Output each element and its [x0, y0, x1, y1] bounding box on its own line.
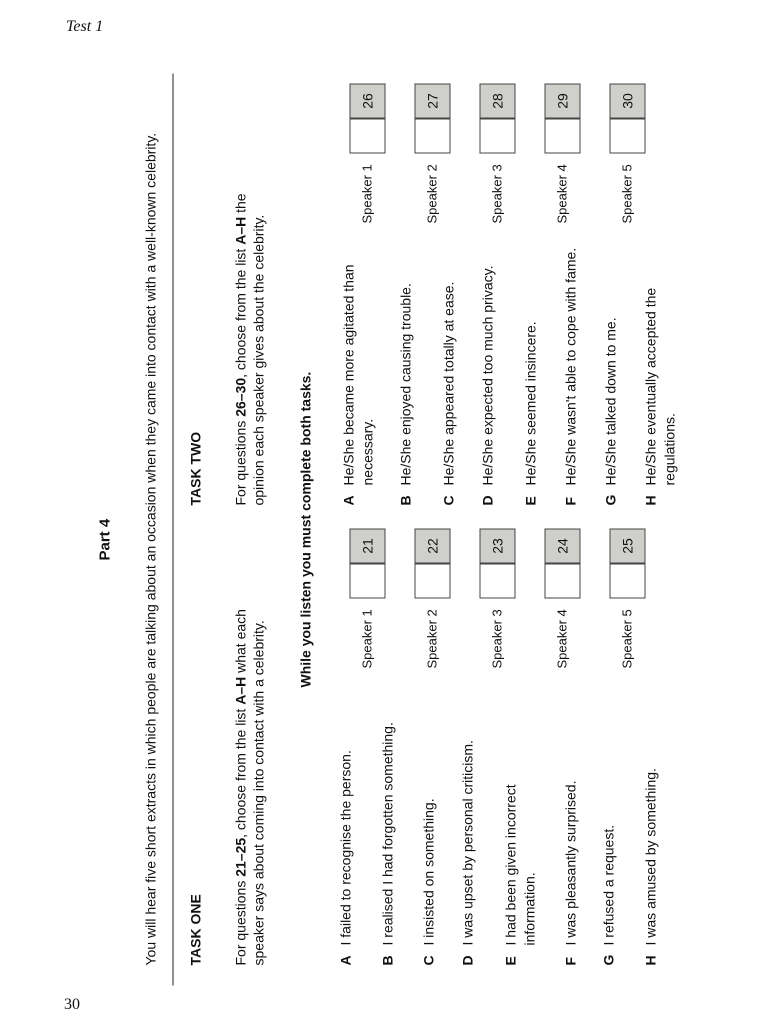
question-number: 23	[479, 528, 515, 563]
option-letter: F	[562, 496, 578, 505]
option-letter: C	[440, 494, 456, 505]
task-one-instruction-line2: speaker says about coming into contact with a celebrity.	[250, 619, 266, 965]
question-number: 26	[349, 83, 385, 118]
intro-text: You will hear five short extracts in which people are talking about an occasion when they came into contact with a well-known celebrity.	[142, 132, 158, 965]
instr-range: 26–30	[232, 377, 248, 417]
instr-list: A–H	[232, 216, 248, 245]
speaker-label: Speaker 1	[359, 163, 374, 223]
speaker-label: Speaker 2	[424, 608, 439, 668]
option-letter: B	[379, 954, 395, 965]
option-text: He/She expected too much privacy.	[479, 265, 495, 485]
option-text: I had been given incorrect	[502, 783, 518, 945]
option-text: I realised I had forgotten something.	[379, 721, 395, 945]
answer-box[interactable]	[414, 563, 450, 598]
question-number: 28	[479, 83, 515, 118]
option-text: He/She eventually accepted the	[642, 287, 658, 485]
speaker-label: Speaker 5	[619, 163, 634, 223]
answer-box[interactable]	[544, 118, 580, 153]
option-letter: H	[642, 954, 658, 965]
option-letter: A	[337, 954, 353, 965]
answer-box[interactable]	[479, 118, 515, 153]
part-title: Part 4	[96, 518, 113, 560]
option-letter: D	[479, 494, 495, 505]
option-letter: A	[340, 494, 356, 505]
task-two-title: TASK TWO	[187, 431, 203, 505]
question-number: 21	[349, 528, 385, 563]
divider	[172, 73, 173, 985]
answer-box[interactable]	[544, 563, 580, 598]
answer-box[interactable]	[609, 563, 645, 598]
speaker-label: Speaker 4	[554, 608, 569, 668]
option-text: I refused a request.	[600, 824, 616, 945]
question-number: 22	[414, 528, 450, 563]
option-text: I failed to recognise the person.	[337, 749, 353, 945]
option-text: He/She enjoyed causing trouble.	[397, 282, 413, 485]
speaker-label: Speaker 5	[619, 608, 634, 668]
question-number: 29	[544, 83, 580, 118]
question-number: 25	[609, 528, 645, 563]
question-number: 30	[609, 83, 645, 118]
task-two-instruction-line2: opinion each speaker gives about the celebrity.	[250, 214, 266, 505]
option-text: He/She talked down to me.	[602, 316, 618, 485]
option-letter: F	[562, 956, 578, 965]
option-letter: G	[600, 954, 616, 965]
running-head: Test 1	[66, 18, 104, 35]
speaker-label: Speaker 1	[359, 608, 374, 668]
option-letter: D	[459, 954, 475, 965]
instr-range: 21–25	[232, 837, 248, 877]
option-letter: B	[397, 494, 413, 505]
answer-box[interactable]	[609, 118, 645, 153]
instr-text: the	[232, 192, 248, 217]
question-number: 24	[544, 528, 580, 563]
speaker-label: Speaker 2	[424, 163, 439, 223]
both-tasks-instruction: While you listen you must complete both tasks.	[297, 371, 313, 687]
option-text: I insisted on something.	[420, 797, 436, 945]
option-text: He/She wasn't able to cope with fame.	[562, 247, 578, 485]
option-text: necessary.	[359, 418, 375, 485]
option-letter: E	[502, 955, 518, 965]
option-letter: E	[522, 495, 538, 505]
option-letter: H	[642, 494, 658, 505]
task-two-instruction-line1	[231, 193, 249, 505]
answer-box[interactable]	[349, 118, 385, 153]
task-one-instruction-line1	[231, 609, 249, 965]
option-text: He/She became more agitated than	[340, 263, 356, 485]
option-text: I was upset by personal criticism.	[459, 739, 475, 945]
instr-text: what each	[232, 608, 248, 677]
task-one-title: TASK ONE	[187, 893, 203, 965]
instr-text: , choose from the list	[232, 704, 248, 838]
question-number: 27	[414, 83, 450, 118]
option-text: He/She seemed insincere.	[522, 320, 538, 485]
speaker-label: Speaker 4	[554, 163, 569, 223]
page-number: 30	[64, 996, 80, 1013]
answer-box[interactable]	[479, 563, 515, 598]
rotated-page-content	[90, 40, 690, 985]
instr-text: For questions	[232, 876, 248, 965]
answer-box[interactable]	[414, 118, 450, 153]
speaker-label: Speaker 3	[489, 163, 504, 223]
instr-list: A–H	[232, 676, 248, 705]
option-letter: C	[420, 954, 436, 965]
option-text: He/She appeared totally at ease.	[440, 281, 456, 485]
speaker-label: Speaker 3	[489, 608, 504, 668]
instr-text: , choose from the list	[232, 244, 248, 378]
option-text: regulations.	[661, 412, 677, 485]
option-text: I was amused by something.	[642, 767, 658, 945]
answer-box[interactable]	[349, 563, 385, 598]
option-text: information.	[521, 871, 537, 945]
option-text: I was pleasantly surprised.	[562, 780, 578, 945]
instr-text: For questions	[232, 416, 248, 505]
option-letter: G	[602, 494, 618, 505]
